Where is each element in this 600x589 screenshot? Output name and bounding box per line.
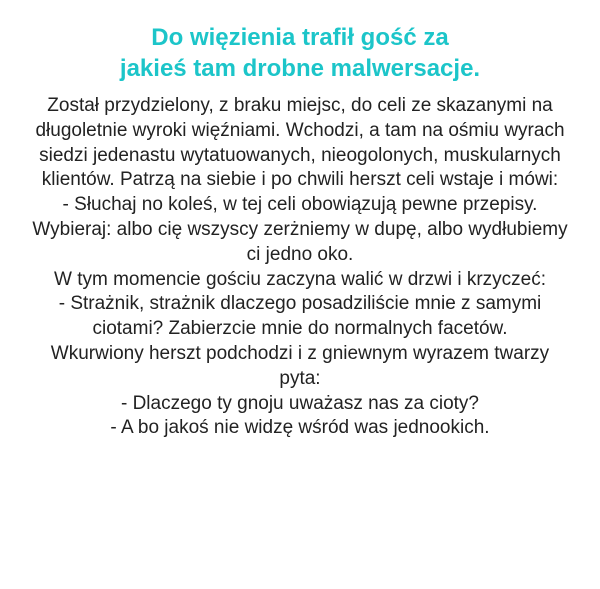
paragraph-shout: - Strażnik, strażnik dlaczego posadziliście mnie z samymi ciotami? Zabierzcie mnie do normalnych facetów. — [58, 293, 542, 340]
paragraph-reaction: W tym momencie gościu zaczyna walić w drzwi i krzyczeć: — [54, 268, 546, 290]
paragraph-approach: Wkurwiony herszt podchodzi i z gniewnym wyrazem twarzy pyta: — [50, 342, 550, 389]
title-line-2: jakieś tam drobne malwersacje. — [119, 55, 481, 82]
title-line-1: Do więzienia trafił gość za — [151, 24, 449, 51]
paragraph-rules: - Słuchaj no koleś, w tej celi obowiązują pewne przepisy. Wybieraj: albo cię wszyscy zerżniemy w dupę, albo wydłubiemy ci jedno oko. — [32, 194, 568, 265]
joke-body — [28, 94, 572, 441]
paragraph-question: - Dlaczego ty gnoju uważasz nas za cioty? — [120, 392, 479, 414]
paragraph-punchline: - A bo jakoś nie widzę wśród was jednookich. — [110, 417, 490, 439]
paragraph-intro: Został przydzielony, z braku miejsc, do celi ze skazanymi na długoletnie wyroki więźniami. Wchodzi, a tam na ośmiu wyrach siedzi jedenastu wytatuowanych, nieogolonych, muskularnych klientów. Patrzą na siebie i po chwili herszt celi wstaje i mówi: — [35, 95, 565, 191]
joke-title — [28, 22, 572, 84]
